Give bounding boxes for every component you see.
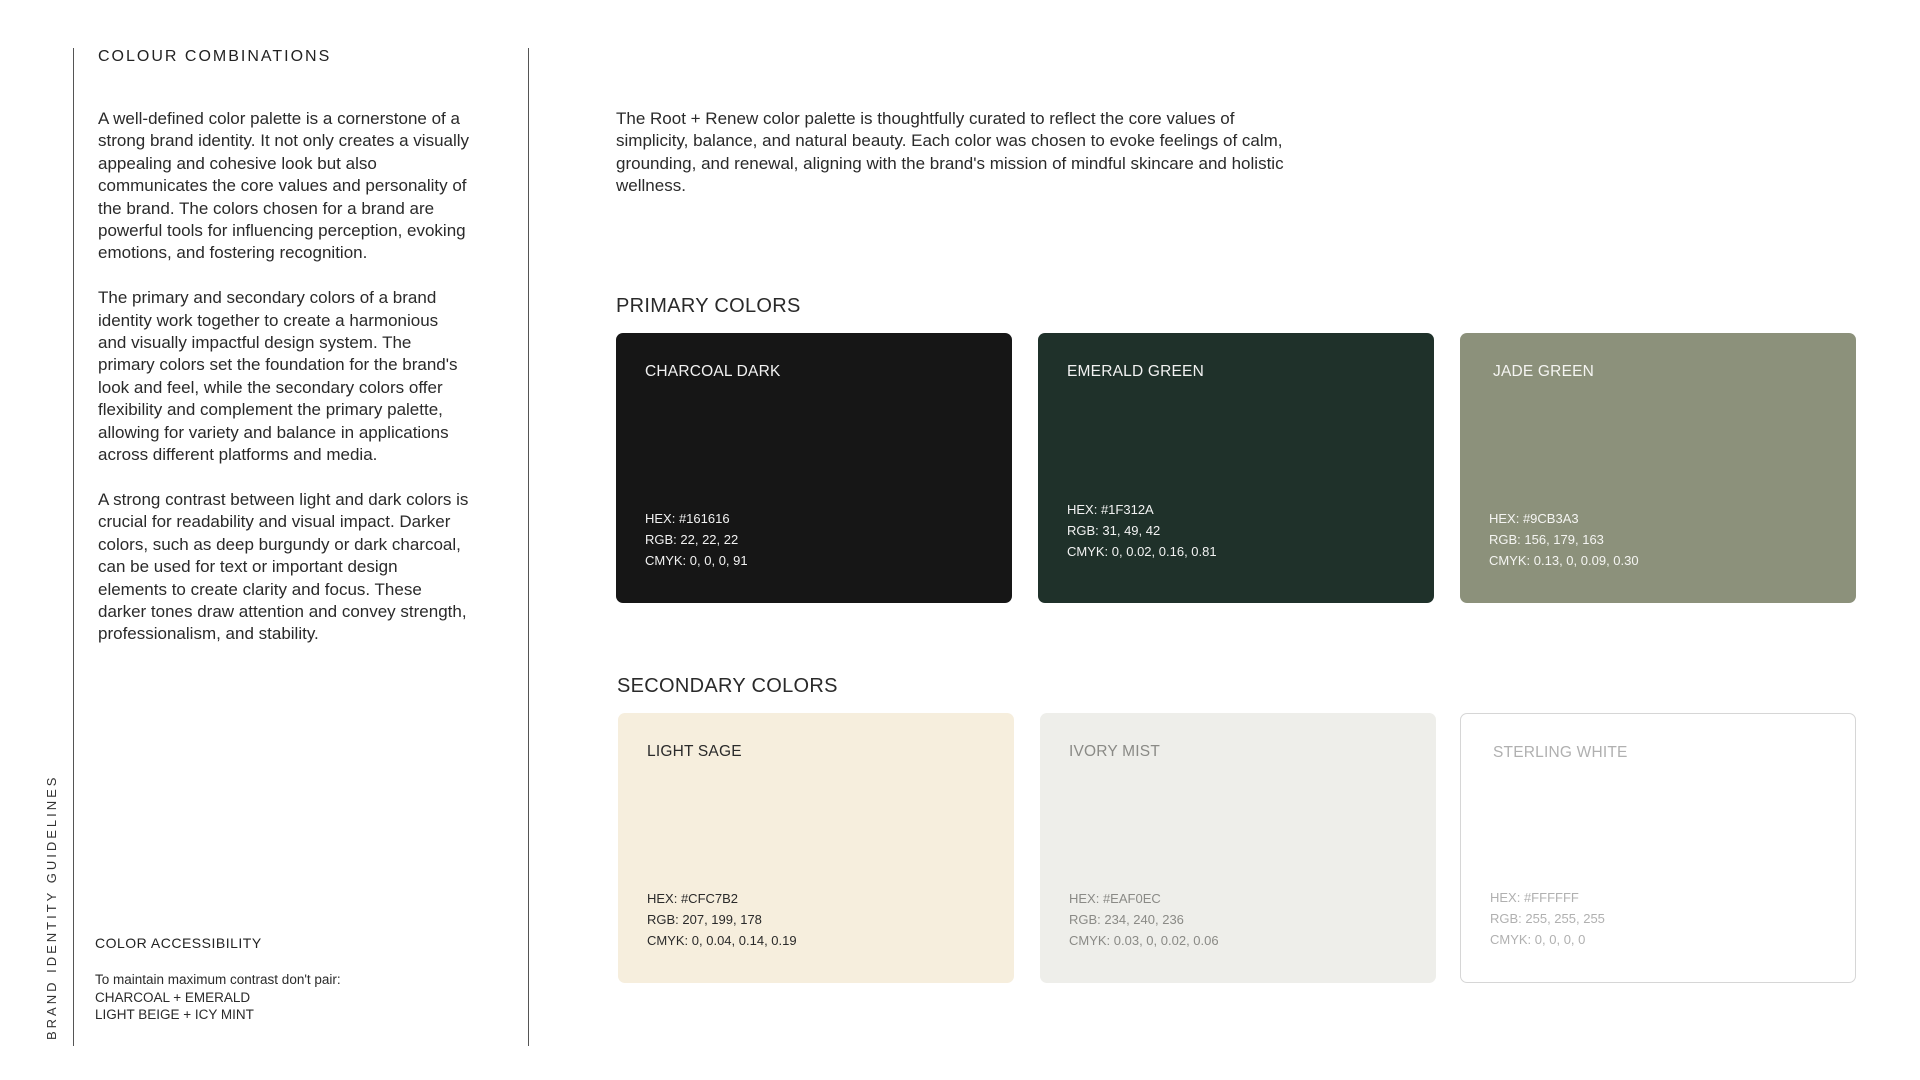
- swatch-charcoal-dark: [616, 333, 1012, 603]
- intro-paragraph: A well-defined color palette is a cornerstone of a strong brand identity. It not only creates a visually appealing and cohesive look but also communicates the core values and personality of the brand. The colors chosen for a brand are powerful tools for influencing perception, evoking emotions, and fostering recognition.: [98, 109, 470, 263]
- swatch-sterling-white: [1460, 713, 1856, 983]
- swatch-specs: [1069, 888, 1219, 951]
- secondary-colors-title: SECONDARY COLORS: [617, 675, 838, 697]
- swatch-hex: HEX: #9CB3A3: [1489, 511, 1579, 526]
- swatch-emerald-green: [1038, 333, 1434, 603]
- swatch-cmyk: CMYK: 0, 0.04, 0.14, 0.19: [647, 933, 797, 948]
- swatch-specs: [645, 508, 748, 571]
- swatch-cmyk: CMYK: 0, 0.02, 0.16, 0.81: [1067, 544, 1217, 559]
- intro-paragraph: The primary and secondary colors of a brand identity work together to create a harmonious and visually impactful design system. The primary colors set the foundation for the brand's look and feel, while the secondary colors offer flexibility and complement the primary palette, allowing for variety and balance in applications across different platforms and media.: [98, 288, 458, 465]
- swatch-name: STERLING WHITE: [1493, 744, 1628, 761]
- swatch-name: JADE GREEN: [1493, 363, 1595, 380]
- section-heading: COLOUR COMBINATIONS: [98, 48, 332, 65]
- swatch-hex: HEX: #FFFFFF: [1490, 890, 1579, 905]
- swatch-specs: [1489, 508, 1639, 571]
- column-divider: [528, 48, 529, 1046]
- swatch-specs: [1490, 887, 1605, 950]
- swatch-specs: [1067, 499, 1217, 562]
- accessibility-line: CHARCOAL + EMERALD: [95, 989, 251, 1005]
- swatch-name: IVORY MIST: [1069, 743, 1161, 760]
- primary-colors-title: PRIMARY COLORS: [616, 295, 801, 317]
- swatch-hex: HEX: #1F312A: [1067, 502, 1154, 517]
- swatch-rgb: RGB: 156, 179, 163: [1489, 532, 1604, 547]
- swatch-rgb: RGB: 234, 240, 236: [1069, 912, 1184, 927]
- swatch-rgb: RGB: 255, 255, 255: [1490, 911, 1605, 926]
- swatch-rgb: RGB: 22, 22, 22: [645, 532, 739, 547]
- accessibility-notes: [95, 971, 341, 1024]
- swatch-rgb: RGB: 207, 199, 178: [647, 912, 762, 927]
- accessibility-line: To maintain maximum contrast don't pair:: [95, 972, 341, 987]
- left-divider: [73, 48, 74, 1046]
- swatch-hex: HEX: #161616: [645, 511, 730, 526]
- intro-paragraph: A strong contrast between light and dark colors is crucial for readability and visual impact. Darker colors, such as deep burgundy or dark charcoal, can be used for text or important design elements to create clarity and focus. These darker tones draw attention and convey strength, professionalism, and stability.: [98, 489, 469, 644]
- swatch-name: EMERALD GREEN: [1067, 363, 1204, 380]
- accessibility-line: LIGHT BEIGE + ICY MINT: [95, 1007, 254, 1022]
- swatch-rgb: RGB: 31, 49, 42: [1067, 523, 1161, 538]
- swatch-ivory-mist: [1040, 713, 1436, 983]
- swatch-cmyk: CMYK: 0.13, 0, 0.09, 0.30: [1489, 553, 1639, 568]
- swatch-hex: HEX: #EAF0EC: [1069, 891, 1161, 906]
- accessibility-title: COLOR ACCESSIBILITY: [95, 935, 262, 951]
- swatch-jade-green: [1460, 333, 1856, 603]
- vertical-section-label: BRAND IDENTITY GUIDELINES: [44, 774, 59, 1040]
- swatch-specs: [647, 888, 797, 951]
- swatch-cmyk: CMYK: 0, 0, 0, 0: [1490, 932, 1586, 947]
- swatch-hex: HEX: #CFC7B2: [647, 891, 739, 906]
- palette-summary: The Root + Renew color palette is thoughtfully curated to reflect the core values of simplicity, balance, and natural beauty. Each color was chosen to evoke feelings of calm, grounding, and renewal, aligning with the brand's mission of mindful skincare and holistic wellness.: [616, 109, 1284, 196]
- swatch-name: LIGHT SAGE: [647, 743, 742, 760]
- swatch-name: CHARCOAL DARK: [645, 363, 781, 380]
- swatch-cmyk: CMYK: 0.03, 0, 0.02, 0.06: [1069, 933, 1219, 948]
- intro-text: [98, 108, 470, 668]
- swatch-cmyk: CMYK: 0, 0, 0, 91: [645, 553, 748, 568]
- swatch-light-sage: [618, 713, 1014, 983]
